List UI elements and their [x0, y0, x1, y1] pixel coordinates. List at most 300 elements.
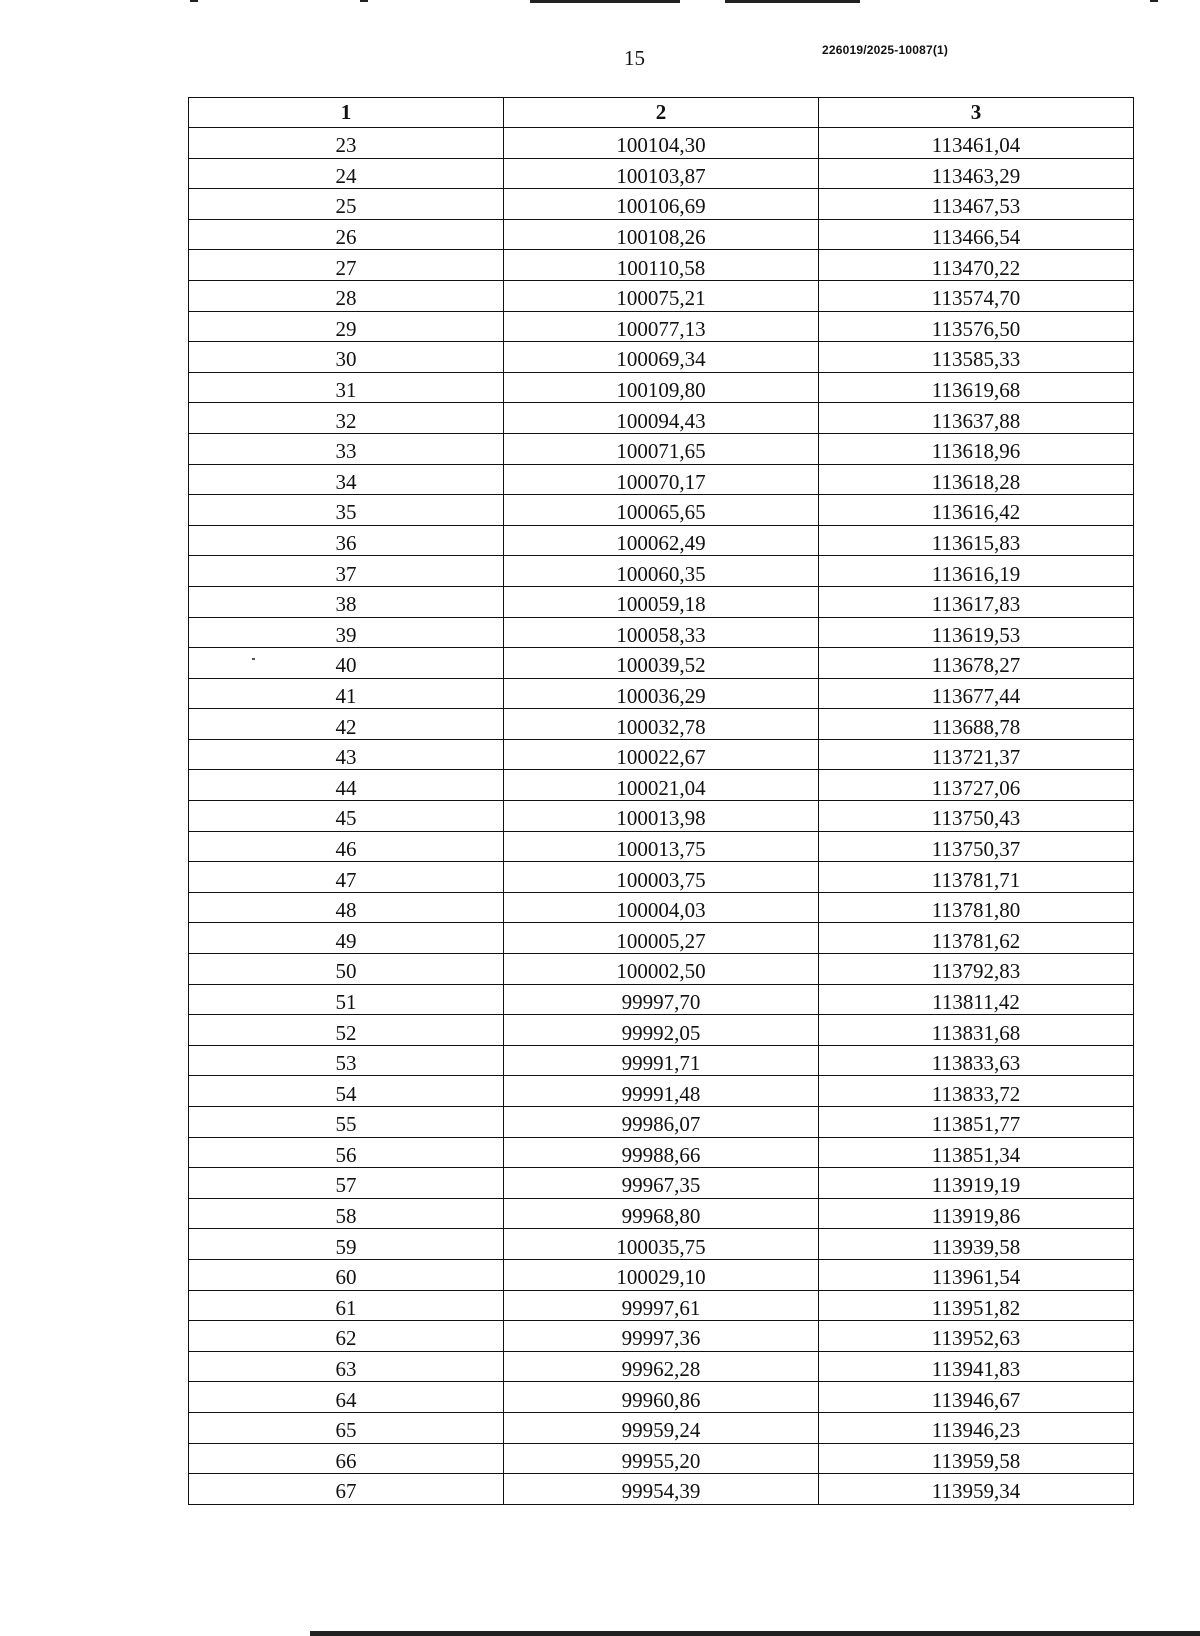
table-cell-col-1: [189, 219, 504, 250]
table-cell-col-2: [504, 586, 819, 617]
table-cell-col-3: [819, 831, 1134, 862]
table-cell-col-1: [189, 1015, 504, 1046]
cell-value: 42: [335, 714, 357, 739]
cell-value: 100109,80: [616, 378, 706, 403]
cell-value: 99991,48: [621, 1081, 701, 1106]
table-row: [189, 954, 1134, 985]
cell-value: 100059,18: [616, 592, 706, 617]
scan-edge-top-left: [190, 0, 198, 2]
cell-value: 36: [335, 531, 357, 556]
table-cell-col-3: [819, 495, 1134, 526]
table-cell-col-2: [504, 189, 819, 220]
cell-value: 113461,04: [931, 133, 1021, 158]
table-cell-col-2: [504, 617, 819, 648]
table-cell-col-3: [819, 128, 1134, 159]
cell-value: 24: [335, 163, 357, 188]
table-row: [189, 250, 1134, 281]
table-row: [189, 1198, 1134, 1229]
cell-value: 113678,27: [931, 653, 1021, 678]
cell-value: 99997,70: [621, 989, 701, 1014]
table-row: [189, 892, 1134, 923]
table-cell-col-1: [189, 403, 504, 434]
table-cell-col-3: [819, 311, 1134, 342]
table-cell-col-2: [504, 1259, 819, 1290]
cell-value: 113677,44: [931, 683, 1021, 708]
table-cell-col-1: [189, 1351, 504, 1382]
table-cell-col-2: [504, 1015, 819, 1046]
table-row: [189, 648, 1134, 679]
table-row: [189, 1474, 1134, 1505]
table-cell-col-3: [819, 709, 1134, 740]
cell-value: 113585,33: [931, 347, 1021, 372]
cell-value: 100029,10: [616, 1265, 706, 1290]
cell-value: 113467,53: [931, 194, 1021, 219]
cell-value: 113959,58: [931, 1448, 1021, 1473]
cell-value: 52: [335, 1020, 357, 1045]
table-cell-col-2: [504, 280, 819, 311]
table-row: [189, 984, 1134, 1015]
table-cell-col-1: [189, 280, 504, 311]
table-cell-col-2: [504, 923, 819, 954]
table-row: [189, 1076, 1134, 1107]
table-cell-col-1: [189, 892, 504, 923]
table-cell-col-2: [504, 1382, 819, 1413]
cell-value: 100062,49: [616, 531, 706, 556]
table-cell-col-1: [189, 617, 504, 648]
cell-value: 113619,68: [931, 378, 1021, 403]
cell-value: 50: [335, 959, 357, 984]
table-cell-col-3: [819, 617, 1134, 648]
cell-value: 100071,65: [616, 439, 706, 464]
table-cell-col-1: [189, 158, 504, 189]
table-cell-col-1: [189, 984, 504, 1015]
cell-value: 29: [335, 316, 357, 341]
table-cell-col-2: [504, 892, 819, 923]
cell-value: 100013,98: [616, 806, 706, 831]
table-cell-col-3: [819, 862, 1134, 893]
cell-value: 58: [335, 1204, 357, 1229]
table-cell-col-3: [819, 525, 1134, 556]
cell-value: 45: [335, 806, 357, 831]
table-cell-col-3: [819, 1137, 1134, 1168]
table-cell-col-1: [189, 372, 504, 403]
cell-value: 99967,35: [621, 1173, 701, 1198]
cell-value: 100002,50: [616, 959, 706, 984]
table-cell-col-1: [189, 464, 504, 495]
cell-value: 99955,20: [621, 1448, 701, 1473]
cell-value: 23: [335, 133, 357, 158]
cell-value: 37: [335, 561, 357, 586]
cell-value: 99991,71: [621, 1051, 701, 1076]
cell-value: 113792,83: [931, 959, 1021, 984]
table-row: [189, 1168, 1134, 1199]
cell-value: 38: [335, 592, 357, 617]
table-cell-col-1: [189, 342, 504, 373]
table-header: [189, 98, 1134, 128]
table-row: [189, 1107, 1134, 1138]
scan-edge-top-mid-left: [360, 0, 368, 2]
coordinates-table-container: [188, 97, 1134, 1505]
cell-value: 113574,70: [931, 286, 1021, 311]
cell-value: 60: [335, 1265, 357, 1290]
cell-value: 113750,37: [931, 836, 1021, 861]
cell-value: 55: [335, 1112, 357, 1137]
table-cell-col-2: [504, 1321, 819, 1352]
table-cell-col-1: [189, 801, 504, 832]
cell-value: 27: [335, 255, 357, 280]
table-row: [189, 1045, 1134, 1076]
cell-value: 113831,68: [931, 1020, 1021, 1045]
table-cell-col-3: [819, 1045, 1134, 1076]
table-cell-col-1: [189, 678, 504, 709]
table-cell-col-2: [504, 1137, 819, 1168]
cell-value: 100036,29: [616, 683, 706, 708]
cell-value: 100104,30: [616, 133, 706, 158]
cell-value: 62: [335, 1326, 357, 1351]
cell-value: 100060,35: [616, 561, 706, 586]
cell-value: 113576,50: [931, 316, 1021, 341]
cell-value: 113618,28: [931, 469, 1021, 494]
table-cell-col-1: [189, 954, 504, 985]
cell-value: 113951,82: [931, 1295, 1021, 1320]
cell-value: 99962,28: [621, 1357, 701, 1382]
table-row: [189, 464, 1134, 495]
coordinates-table: [188, 97, 1134, 1505]
table-row: [189, 280, 1134, 311]
cell-value: 100032,78: [616, 714, 706, 739]
cell-value: 113946,67: [931, 1387, 1021, 1412]
cell-value: 100022,67: [616, 745, 706, 770]
cell-value: 113811,42: [932, 989, 1020, 1014]
table-row: [189, 1015, 1134, 1046]
table-cell-col-2: [504, 1168, 819, 1199]
table-row: [189, 1259, 1134, 1290]
cell-value: 48: [335, 898, 357, 923]
cell-value: 113939,58: [931, 1234, 1021, 1259]
table-row: [189, 433, 1134, 464]
table-cell-col-1: [189, 586, 504, 617]
cell-value: 113919,86: [931, 1204, 1021, 1229]
cell-value: 113616,42: [931, 500, 1021, 525]
table-cell-col-3: [819, 678, 1134, 709]
table-cell-col-3: [819, 739, 1134, 770]
table-cell-col-2: [504, 250, 819, 281]
table-cell-col-2: [504, 739, 819, 770]
cell-value: 100035,75: [616, 1234, 706, 1259]
table-row: [189, 1321, 1134, 1352]
document-reference: 226019/2025-10087(1): [822, 43, 949, 57]
cell-value: 51: [335, 989, 357, 1014]
table-cell-col-1: [189, 1045, 504, 1076]
table-cell-col-1: [189, 1443, 504, 1474]
cell-value: 31: [335, 378, 357, 403]
cell-value: 100110,58: [616, 255, 706, 280]
table-cell-col-2: [504, 128, 819, 159]
table-cell-col-3: [819, 770, 1134, 801]
table-cell-col-2: [504, 1229, 819, 1260]
cell-value: 100070,17: [616, 469, 706, 494]
table-cell-col-1: [189, 189, 504, 220]
cell-value: 113616,19: [931, 561, 1021, 586]
scan-edge-top-right: [1150, 0, 1158, 2]
table-cell-col-2: [504, 709, 819, 740]
cell-value: 99986,07: [621, 1112, 701, 1137]
table-cell-col-3: [819, 250, 1134, 281]
table-row: [189, 158, 1134, 189]
table-cell-col-3: [819, 954, 1134, 985]
scan-edge-top-bar-1: [530, 0, 680, 3]
table-cell-col-3: [819, 1107, 1134, 1138]
table-cell-col-1: [189, 1107, 504, 1138]
table-cell-col-3: [819, 1076, 1134, 1107]
table-cell-col-2: [504, 1290, 819, 1321]
cell-value: 113615,83: [931, 531, 1021, 556]
cell-value: 34: [335, 469, 357, 494]
cell-value: 100039,52: [616, 653, 706, 678]
cell-value: 113851,34: [931, 1142, 1021, 1167]
cell-value: 47: [335, 867, 357, 892]
table-cell-col-2: [504, 831, 819, 862]
table-row: [189, 617, 1134, 648]
table-cell-col-3: [819, 280, 1134, 311]
cell-value: 57: [335, 1173, 357, 1198]
table-row: [189, 311, 1134, 342]
table-cell-col-2: [504, 158, 819, 189]
cell-value: 99992,05: [621, 1020, 701, 1045]
table-row: [189, 403, 1134, 434]
table-cell-col-3: [819, 1198, 1134, 1229]
cell-value: 100065,65: [616, 500, 706, 525]
table-row: [189, 342, 1134, 373]
cell-value: 113688,78: [931, 714, 1021, 739]
cell-value: 113470,22: [931, 255, 1021, 280]
cell-value: 64: [335, 1387, 357, 1412]
cell-value: 113919,19: [931, 1173, 1021, 1198]
table-cell-col-1: [189, 525, 504, 556]
table-cell-col-2: [504, 1107, 819, 1138]
table-cell-col-2: [504, 342, 819, 373]
table-cell-col-2: [504, 311, 819, 342]
cell-value: 26: [335, 225, 357, 250]
table-cell-col-3: [819, 189, 1134, 220]
table-cell-col-2: [504, 1198, 819, 1229]
cell-value: 44: [335, 775, 357, 800]
table-cell-col-2: [504, 1412, 819, 1443]
table-cell-col-1: [189, 1259, 504, 1290]
table-cell-col-2: [504, 801, 819, 832]
table-cell-col-2: [504, 1443, 819, 1474]
cell-value: 99997,61: [621, 1295, 701, 1320]
table-cell-col-1: [189, 1076, 504, 1107]
cell-value: 113781,80: [931, 898, 1021, 923]
cell-value: 39: [335, 622, 357, 647]
table-cell-col-3: [819, 1474, 1134, 1505]
table-cell-col-2: [504, 770, 819, 801]
table-row: [189, 219, 1134, 250]
table-cell-col-3: [819, 984, 1134, 1015]
cell-value: 100003,75: [616, 867, 706, 892]
column-header-2: 2: [504, 98, 819, 128]
cell-value: 99959,24: [621, 1418, 701, 1443]
table-cell-col-2: [504, 219, 819, 250]
table-cell-col-2: [504, 372, 819, 403]
cell-value: 100069,34: [616, 347, 706, 372]
cell-value: 56: [335, 1142, 357, 1167]
cell-value: 99988,66: [621, 1142, 701, 1167]
table-cell-col-3: [819, 464, 1134, 495]
table-cell-col-2: [504, 525, 819, 556]
table-row: [189, 1443, 1134, 1474]
cell-value: 113833,63: [931, 1051, 1021, 1076]
table-cell-col-3: [819, 1443, 1134, 1474]
column-header-3: 3: [819, 98, 1134, 128]
cell-value: 99954,39: [621, 1479, 701, 1504]
table-cell-col-1: [189, 1474, 504, 1505]
table-cell-col-1: [189, 1168, 504, 1199]
table-cell-col-2: [504, 678, 819, 709]
cell-value: 59: [335, 1234, 357, 1259]
cell-value: 49: [335, 928, 357, 953]
cell-value: 32: [335, 408, 357, 433]
table-cell-col-3: [819, 1290, 1134, 1321]
table-row: [189, 709, 1134, 740]
cell-value: 40: [335, 653, 357, 678]
cell-value: 100094,43: [616, 408, 706, 433]
cell-value: 113946,23: [931, 1418, 1021, 1443]
table-row: [189, 189, 1134, 220]
cell-value: 113618,96: [931, 439, 1021, 464]
cell-value: 100103,87: [616, 163, 706, 188]
table-cell-col-2: [504, 1474, 819, 1505]
table-cell-col-2: [504, 954, 819, 985]
cell-value: 100021,04: [616, 775, 706, 800]
cell-value: 63: [335, 1357, 357, 1382]
cell-value: 35: [335, 500, 357, 525]
table-cell-col-1: [189, 709, 504, 740]
cell-value: 113959,34: [931, 1479, 1021, 1504]
table-cell-col-3: [819, 219, 1134, 250]
table-cell-col-1: [189, 648, 504, 679]
table-cell-col-1: [189, 831, 504, 862]
table-cell-col-3: [819, 1229, 1134, 1260]
table-cell-col-3: [819, 403, 1134, 434]
cell-value: 30: [335, 347, 357, 372]
table-cell-col-2: [504, 495, 819, 526]
table-cell-col-1: [189, 1229, 504, 1260]
table-cell-col-3: [819, 801, 1134, 832]
cell-value: 66: [335, 1448, 357, 1473]
cell-value: 113952,63: [931, 1326, 1021, 1351]
table-row: [189, 801, 1134, 832]
cell-value: 100013,75: [616, 836, 706, 861]
table-body: [189, 128, 1134, 1505]
table-row: [189, 923, 1134, 954]
table-cell-col-1: [189, 556, 504, 587]
table-row: [189, 586, 1134, 617]
table-row: [189, 1290, 1134, 1321]
cell-value: 99997,36: [621, 1326, 701, 1351]
cell-value: 113637,88: [931, 408, 1021, 433]
table-cell-col-1: [189, 250, 504, 281]
cell-value: 61: [335, 1295, 357, 1320]
table-header-row: [189, 98, 1134, 128]
cell-value: 100108,26: [616, 225, 706, 250]
table-cell-col-3: [819, 1168, 1134, 1199]
table-row: [189, 1382, 1134, 1413]
table-cell-col-3: [819, 1259, 1134, 1290]
table-cell-col-2: [504, 403, 819, 434]
table-cell-col-3: [819, 372, 1134, 403]
table-row: [189, 739, 1134, 770]
table-cell-col-1: [189, 1137, 504, 1168]
table-cell-col-3: [819, 556, 1134, 587]
cell-value: 113833,72: [931, 1081, 1021, 1106]
cell-value: 113781,71: [931, 867, 1021, 892]
cell-value: 113617,83: [931, 592, 1021, 617]
cell-value: 113466,54: [931, 225, 1021, 250]
table-row: [189, 525, 1134, 556]
column-header-1: 1: [189, 98, 504, 128]
table-row: [189, 495, 1134, 526]
cell-value: 54: [335, 1081, 357, 1106]
table-cell-col-2: [504, 1045, 819, 1076]
table-row: [189, 831, 1134, 862]
table-cell-col-3: [819, 158, 1134, 189]
table-row: [189, 1137, 1134, 1168]
cell-value: 99960,86: [621, 1387, 701, 1412]
cell-value: 65: [335, 1418, 357, 1443]
table-cell-col-2: [504, 464, 819, 495]
table-cell-col-1: [189, 128, 504, 159]
table-row: [189, 128, 1134, 159]
cell-value: 113727,06: [931, 775, 1021, 800]
table-cell-col-3: [819, 648, 1134, 679]
cell-value: 100075,21: [616, 286, 706, 311]
cell-value: 113961,54: [931, 1265, 1021, 1290]
table-cell-col-3: [819, 1382, 1134, 1413]
cell-value: 113463,29: [931, 163, 1021, 188]
table-row: [189, 678, 1134, 709]
cell-value: 33: [335, 439, 357, 464]
cell-value: 100005,27: [616, 928, 706, 953]
table-cell-col-2: [504, 556, 819, 587]
table-cell-col-3: [819, 1015, 1134, 1046]
table-cell-col-1: [189, 495, 504, 526]
scan-edge-top-bar-2: [725, 0, 860, 3]
cell-value: 113750,43: [931, 806, 1021, 831]
table-cell-col-2: [504, 984, 819, 1015]
cell-value: 99968,80: [621, 1204, 701, 1229]
cell-value: 41: [335, 683, 357, 708]
table-cell-col-2: [504, 1351, 819, 1382]
cell-value: 113619,53: [931, 622, 1021, 647]
table-cell-col-2: [504, 862, 819, 893]
cell-value: 113721,37: [931, 745, 1021, 770]
table-cell-col-3: [819, 586, 1134, 617]
cell-value: 67: [335, 1479, 357, 1504]
table-cell-col-1: [189, 1290, 504, 1321]
table-cell-col-2: [504, 648, 819, 679]
table-cell-col-3: [819, 1412, 1134, 1443]
table-cell-col-1: [189, 1198, 504, 1229]
cell-value: 28: [335, 286, 357, 311]
cell-value: 46: [335, 836, 357, 861]
table-cell-col-1: [189, 1382, 504, 1413]
cell-value: 100004,03: [616, 898, 706, 923]
table-row: [189, 556, 1134, 587]
table-row: [189, 372, 1134, 403]
table-cell-col-1: [189, 739, 504, 770]
